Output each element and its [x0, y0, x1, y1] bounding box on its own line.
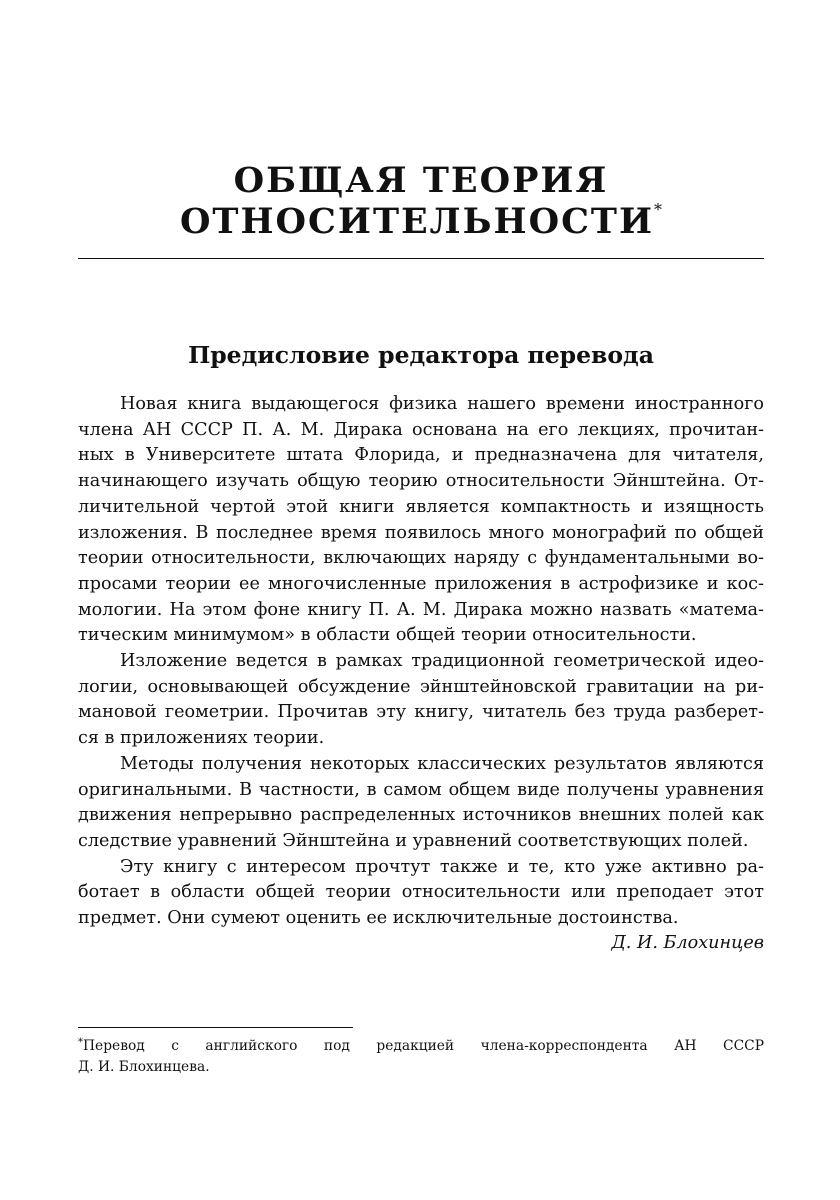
text-line: следствие уравнений Эйнштейна и уравнений соответствующих полей.: [78, 830, 749, 851]
paragraph-2: [78, 649, 764, 752]
text-line: предмет. Они сумеют оценить ее исключительные достоинства.: [78, 908, 679, 929]
title-line-2: ОТНОСИТЕЛЬНОСТИ: [179, 201, 655, 242]
footnote-marker: *: [78, 1037, 83, 1048]
text-line: мановой геометрии. Прочитав эту книгу, читатель без труда разберет-: [78, 702, 764, 723]
text-line: оригинальными. В частности, в самом общем виде получены уравнения: [78, 779, 764, 800]
text-line: просами теории ее многочисленные приложения в астрофизике и кос-: [78, 573, 764, 594]
text-line: личительной чертой этой книги является компактность и изящность: [78, 496, 764, 517]
text-line: Новая книга выдающегося физика нашего времени иностранного: [120, 394, 764, 414]
title-line-1: ОБЩАЯ ТЕОРИЯ: [233, 160, 609, 201]
text-line: ных в Университете штата Флорида, и предназначена для читателя,: [78, 445, 764, 466]
text-line: мологии. На этом фоне книгу П. А. М. Дирака можно назвать «матема-: [78, 599, 764, 620]
footnote: [78, 1036, 764, 1078]
text-line: изложения. В последнее время появилось много монографий по общей: [78, 522, 764, 543]
text-line: Эту книгу с интересом прочтут также и те, кто уже активно ра-: [120, 856, 764, 877]
text-line: Методы получения некоторых классических результатов являются: [120, 753, 764, 774]
signature: Д. И. Блохинцев: [611, 933, 764, 953]
text-line: тическим минимумом» в области общей теории относительности.: [78, 625, 697, 646]
text-line: Изложение ведется в рамках традиционной геометрической идео-: [120, 651, 764, 672]
preface-body: [78, 392, 764, 932]
text-line: члена АН СССР П. А. М. Дирака основана на его лекциях, прочитан-: [78, 419, 764, 440]
footnote-marker: *: [654, 200, 663, 219]
footnote-text: Перевод с английского под редакцией члена-корреспондента АН СССР: [83, 1038, 764, 1054]
text-line: начинающего изучать общую теорию относительности Эйнштейна. От-: [78, 471, 764, 492]
paragraph-1: [78, 392, 764, 649]
paragraph-3: [78, 752, 764, 855]
footnote-rule: [78, 1027, 353, 1028]
footnote-text: Д. И. Блохинцева.: [78, 1059, 210, 1075]
text-line: движения непрерывно распределенных источников внешних полей как: [78, 805, 764, 826]
section-heading: Предисловие редактора перевода: [188, 341, 654, 369]
text-line: логии, основывающей обсуждение эйнштейновской гравитации на ри-: [78, 676, 764, 697]
text-line: теории относительности, включающих наряду с фундаментальными во-: [78, 548, 764, 569]
text-line: ся в приложениях теории.: [78, 728, 325, 749]
text-line: ботает в области общей теории относительности или преподает этот: [78, 882, 764, 903]
title-rule: [78, 258, 764, 259]
paragraph-4: [78, 855, 764, 932]
book-title: [78, 160, 764, 242]
